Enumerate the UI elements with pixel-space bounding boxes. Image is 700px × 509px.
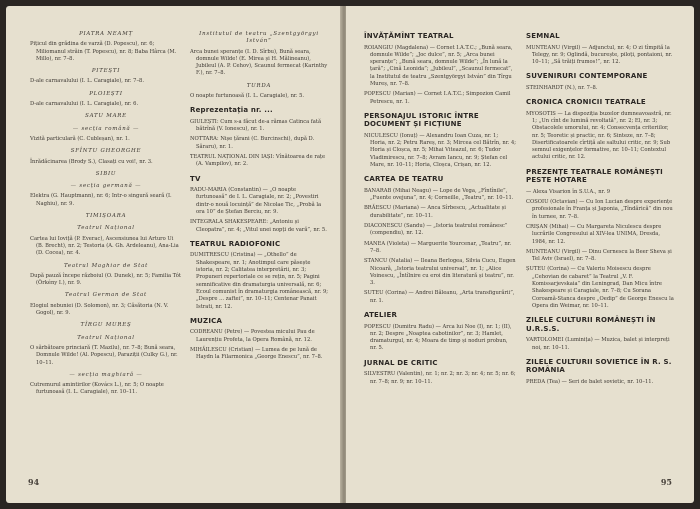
section-heading: TV — [190, 174, 201, 183]
index-entry: — Alexa Visarion în S.U.A., nr. 9 — [526, 188, 611, 195]
index-entry: CRIȘAN (Mihai) — Cu Margareta Niculescu despre lucrările Congresului al XIV-lea UNIMA, Dresda, 1984, nr. 12. — [526, 223, 662, 245]
index-entry: NICULESCU (Ionuț) — Alexandru Ioan Cuza, nr. 1; Horia, nr. 2; Petru Rareș, nr. 3; Mircea cel Bătrîn, nr. 4; Horia și Cloșca, nr. 5; Mihai Viteazul, nr. 6; Tudor Vladimirescu, nr. 7–8; Avram Iancu, nr. 9; Ștefan cel Mare, nr. 10–11; Horia, Cloșca, Crișan, nr. 12. — [364, 132, 516, 169]
index-entry: Vizită particulară (C. Cubleșan), nr. 1. — [30, 135, 130, 142]
subsection-heading: Institutul de teatru „Szentgyörgyi István” — [199, 31, 319, 45]
left-page — [6, 6, 342, 503]
index-entry: După pauză începe războiul (O. Dunek), nr. 5; Familia Tót (Örkény I.), nr. 9. — [30, 272, 181, 287]
right-page — [346, 6, 694, 503]
page-number-right: 95 — [660, 477, 672, 487]
section-heading: JURNAL DE CRITIC — [364, 358, 438, 367]
index-entry: SILVESTRU (Valentin), nr. 1; nr. 2; nr. 3; nr. 4; nr. 5; nr. 6; nr. 7–8; nr. 9; nr. 10–11. — [364, 371, 516, 385]
index-entry: Cutremurul amintirilor (Kovács L.), nr. 5; O noapte furtunoasă (I. L. Caragiale), nr. 10–11. — [30, 382, 164, 396]
index-entry: MUNTEANU (Virgil) — Adjunctul, nr. 4; O zi tîmpită la Telegy, nr. 9; Oglindă, bucurește, piloți, pontaioni, nr. 10–11; „Să trăiți frumos!”, nr. 12. — [526, 44, 673, 66]
index-entry: SUTEU (Corina) — Andrei Băleanu, „Arta transfigurării”, nr. 1. — [364, 290, 515, 304]
subsection-heading: PIATRA NEAMȚ — [79, 31, 133, 37]
index-entry: POPESCU (Marian) — Cornet I.A.T.C.; Simpozion Camil Petrescu, nr. 1. — [364, 91, 511, 105]
index-entry: GIULEȘTI: Cum s-a făcut de-a rămas Catinca fată bătrînă (V. Ionescu), nr. 1. — [190, 118, 322, 133]
section-heading: SEMNAL — [526, 32, 560, 40]
section-heading: SUVENIRURI CONTEMPORANE — [526, 72, 648, 81]
subsection-heading: PLOIEȘTI — [89, 90, 123, 97]
section-heading: CRONICA CRONICII TEATRALE — [526, 98, 646, 107]
index-entry: O sărbătoare princiară (T. Mazilu), nr. 7–8; Bună seara, Domnule Wilde! (Al. Popescu), Paraziții (Culky G.), nr. 10–11. — [30, 344, 178, 366]
section-heading: ZILELE CULTURII ROMÂNEȘTI ÎN U.R.S.S. — [526, 316, 656, 333]
section-heading: MUZICA — [190, 316, 223, 325]
index-entry: POPESCU (Dumitru Radu) — Arca lui Noe (I), nr. 1; (II), nr. 2; Despre „Noaptea cabotinilor”, nr. 3; Hamlet, dramaturgul, nr. 4; Moara de timp și noduri probun, nr. 5. — [364, 323, 512, 352]
index-entry: BRĂESCU (Mariana) — Anca Sîrbescu, „Actualitate și durabilitate”, nr. 10–11. — [364, 205, 506, 219]
index-entry: Înrădăcinarea (Brody S.), Clasați cu voi!, nr. 3. — [30, 158, 153, 165]
index-entry: COSOIU (Octavian) — Cu Ion Lucian despre experiențe profesionale în Franța și Japonia, „Tîndărică” din nou în turnee, nr. 7–8. — [526, 199, 673, 220]
index-entry: STEINHARDT (N.), nr. 7–8. — [526, 84, 598, 91]
index-entry: INTEGRALA SHAKESPEARE: „Antoniu și Cleopatra”, nr. 4; „Vitul unei nopți de vară”, nr. 5. — [190, 219, 327, 233]
index-entry: PREDA (Tea) — Seri de balet sovietic, nr. 10–11. — [526, 378, 654, 385]
index-entry: MUNTEANU (Virgil) — Dinu Cernescu la Beer Sheva și Tel Aviv (Israel), nr. 7–8. — [526, 248, 672, 263]
subsection-heading: — secția germană — — [70, 183, 142, 190]
section-heading: CARTEA DE TEATRU — [364, 175, 444, 184]
index-entry: D-ale carnavalului (I. L. Caragiale), nr. 7–8. — [30, 78, 144, 85]
subsection-heading: Teatrul Național — [77, 225, 135, 232]
section-heading: ÎNVĂȚĂMÎNT TEATRAL — [364, 32, 454, 40]
index-entry: STANCU (Natalia) — Ileana Berlogea, Silvia Cucu, Eugen Nicoară, „Istoria teatrului universal”, nr. 1; „Alice Voinescu, „Întîlnire cu eroi din literatură și teatru”, nr. 3. — [364, 258, 516, 287]
index-entry: NOTTARA: Nișe țărani (C. Burcinschi), după D. Săraru), nr. 1. — [190, 136, 315, 150]
section-heading: PERSONAJUL ISTORIC ÎNTRE DOCUMENT ȘI FICȚIUNE — [364, 111, 479, 129]
index-entry: MIHĂILESCU (Cristian) — Lumea de pe lună de Haydn la Filarmonica „George Enescu”, nr. 7–8. — [190, 346, 323, 361]
section-heading: TEATRUL RADIOFONIC — [190, 239, 281, 248]
subsection-heading: Teatrul Maghiar de Stat — [63, 262, 149, 269]
subsection-heading: TURDA — [246, 82, 272, 89]
index-entry: DUMITRESCU (Cristina) — „Othello” de Shakespeare, nr. 1; Anotimpul care păsește istoria, nr. 2; Calitatea interpretării, nr. 3; Propuneri repertoriale ce se rețin, nr. 5; Pagini semnificative din dramaturgia universală, nr. 6; Ecoul comunist în dramaturgia românească, nr. 9; „Despre ... zaftei”, nr. 10–11; Centenar Panait Istrati, nr. 12. — [190, 252, 329, 310]
section-heading: PREZENȚE TEATRALE ROMÂNEȘTI PESTE HOTARE — [526, 167, 663, 185]
subsection-heading: — secția maghiară — — [69, 371, 143, 378]
index-entry: O noapte furtunoasă (I. L. Caragiale), nr. 5. — [190, 93, 305, 100]
subsection-heading: SATU MARE — [85, 113, 127, 120]
right-page-column-1 — [364, 26, 516, 389]
index-entry: VARTOLOMEI (Luminița) — Muzica, balet și interpreți noi, nr. 10–11. — [526, 337, 670, 351]
index-entry: ȘUTEU (Corina) — Cu Valeriu Moisescu despre „Cehovian de cabaret” la Teatrul „V. F. Komissarjevskaia” din Leningrad, Dan Micu între Shakespeare și Caragiale, nr. 7–8; Cu Sorana Coroamă-Stanca despre „Oedip” de George Enescu la Opera din Weimar, nr. 10–11. — [526, 266, 674, 309]
index-entry: DIACONESCU (Sandu) — „Istoria teatrului românesc” (compendiu), nr. 12. — [364, 223, 508, 237]
index-entry: CODREANU (Petre) — Povestea micului Pau de Laurențiu Profeta, la Opera Română, nr. 12. — [190, 329, 315, 343]
index-entry: ROIANGIU (Magdalena) — Cornet I.A.T.C.; „Bună seara, domnule Wilde”; „Joc dulce”, nr. 5; „Arca bunei speranțe”; „Bună seara, domnule Wilde”; „În lună la țară”; „Cină Leonida”; „Jubileul”, „Scaunul fermecat”, la Institutul de teatru „Szentgyörgyi István” din Tîrgu Mureș, nr. 7–8. — [364, 44, 513, 87]
index-entry: Cartea lui Ioviță (P. Everac), Ascensiunea lui Arturo Ui (B. Brecht), nr. 2; Testoria (A. Gh. Ardeleanu), Ana-Lia (D. Cocea), nr. 4. — [30, 235, 179, 257]
subsection-heading: SFÎNTU GHEORGHE — [70, 148, 142, 155]
index-entry: BANARAB (Mihai Neagu) — Lope de Vega, „Fîntînile”, „Fuente ovejuna”, nr. 4; Corneille, „Teatru”, nr. 10–11. — [364, 187, 514, 202]
page-number-left: 94 — [28, 477, 40, 487]
section-heading: ATELIER — [364, 311, 398, 320]
left-page-column-1 — [30, 26, 182, 400]
subsection-heading: Teatrul German de Stat — [64, 292, 147, 299]
index-entry: MANEA (Violeta) — Marguerite Yourcenar, „Teatru”, nr. 7–8. — [364, 240, 512, 254]
subsection-heading: SIBIU — [95, 170, 117, 177]
subsection-heading: — secția română — — [72, 125, 140, 132]
index-entry: RADU-MARIA (Constantin) — „O noapte furtunoasă” de I. L. Caragiale, nr. 2; „Povestiri dintr-o nouă locuință” de Nicolae Tic, „Probă la ora 10” de Ștefan Berciu, nr. 9. — [190, 187, 322, 216]
index-entry: Arca bunei speranțe (I. D. Sîrbu), Bună seara, domnule Wilde! (E. Mirea și H. Mălineanu), Jubileul (A. P. Cehov), Scaunul fermecat (Karinthy F.), nr. 7–8. — [190, 48, 328, 77]
subsection-heading: PITEȘTI — [91, 68, 121, 75]
subsection-heading: TIMIȘOARA — [85, 213, 127, 220]
index-entry: Elogiul nebuniei (D. Solomon), nr. 3; Căsătoria (N. V. Gogol), nr. 9. — [30, 302, 169, 317]
index-entry: MYOSOTIS — La dispoziția buzelor dumneavoastră, nr. 1; „Un cînt de lumină revoltată”, nr. 2; El, nr. 3; Obstacolele umorului, nr. 4; Consecvența criteriilor, nr. 5; Teoretic și practic, nr. 6; Sinteze, nr. 7–8; Disertificatoarele cîrtiță ale saltului critic, nr. 9; Sub semnul exigențelor formative, nr. 10–11; Contextul actului critic, nr. 12. — [526, 110, 672, 161]
index-entry: Pițicul din grădina de varză (D. Popescu), nr. 6; Miliomanul străin (T. Popescu), nr. 8; Baba Hârca (M. Millo), nr. 7–8. — [30, 41, 177, 62]
index-entry: TEATRUL NAȚIONAL DIN IAȘI: Vînătoarea de rațe (A. Vampilov), nr. 2. — [190, 154, 326, 168]
index-entry: Elektra (G. Hauptmann), nr. 6; Intr-o singură seară (I. Naghiu), nr. 9. — [30, 193, 172, 207]
right-page-column-2 — [526, 26, 676, 389]
index-entry: D-ale carnavalului (I. L. Caragiale), nr. 6. — [30, 101, 139, 108]
subsection-heading: Teatrul Național — [77, 334, 135, 341]
section-heading: ZILELE CULTURII SOVIETICE ÎN R. S. ROMÂNIA — [526, 357, 672, 375]
left-page-column-2 — [190, 26, 328, 365]
section-heading: Reprezentația nr. ... — [190, 106, 273, 115]
subsection-heading: TÎRGU MUREȘ — [80, 322, 132, 329]
